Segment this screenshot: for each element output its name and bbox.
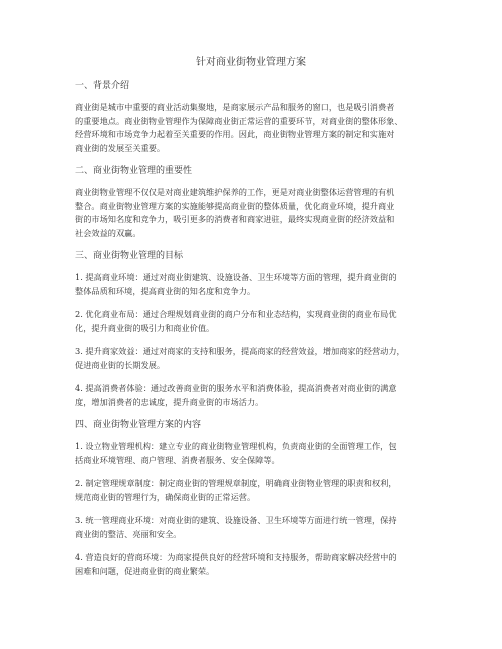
paragraph <box>75 186 430 240</box>
paragraph <box>75 308 430 335</box>
text-line: 4. 提高消费者体验：通过改善商业街的服务水平和消费体验，提高消费者对商业街的满意 <box>75 383 397 393</box>
text-line: 括商业环境管理、商户管理、消费者服务、安全保障等。 <box>75 454 280 465</box>
text-line: 社会效益的双赢。 <box>75 227 141 238</box>
text-line: 整合。商业街物业管理方案的实施能够提高商业街的整体质量，优化商业环境，提升商业 <box>75 200 395 211</box>
text-line: 街的市场知名度和竞争力，吸引更多的消费者和商家进驻，最终实现商业街的经济效益和 <box>75 214 395 224</box>
document-body <box>75 80 430 588</box>
text-line: 商业街的整洁、亮丽和安全。 <box>75 528 182 539</box>
text-line: 商业街的发展至关重要。 <box>75 142 166 153</box>
text-line: 1. 设立物业管理机构：建立专业的商业街物业管理机构，负责商业街的全面管理工作，包 <box>75 441 397 451</box>
paragraph <box>75 440 430 467</box>
text-line: 3. 统一管理商业环境：对商业街的建筑、设施设备、卫生环境等方面进行统一管理，保持 <box>75 515 397 525</box>
section-heading: 二、商业街物业管理的重要性 <box>75 166 193 176</box>
text-line: 2. 优化商业布局：通过合理规划商业街的商户分布和业态结构，实现商业街的商业布局优 <box>75 309 397 319</box>
text-line: 经营环境和市场竞争力起着至关重要的作用。因此，商业街物业管理方案的制定和实施对 <box>75 129 395 139</box>
paragraph <box>75 551 430 578</box>
text-line: 促进商业街的长期发展。 <box>75 359 166 370</box>
text-line: 3. 提升商家效益：通过对商家的支持和服务，提高商家的经营效益，增加商家的经营动力， <box>75 346 405 356</box>
section-heading: 一、背景介绍 <box>75 81 130 91</box>
paragraph <box>75 382 430 409</box>
text-line: 商业街是城市中重要的商业活动集聚地，是商家展示产品和服务的窗口，也是吸引消费者 <box>75 102 395 112</box>
paragraph <box>75 514 430 541</box>
text-line: 困难和问题，促进商业街的商业繁荣。 <box>75 565 215 576</box>
text-line: 度，增加消费者的忠诚度，提升商业街的市场活力。 <box>75 396 264 407</box>
text-line: 的重要地点。商业街物业管理作为保障商业街正常运营的重要环节，对商业街的整体形象、 <box>75 115 403 126</box>
text-line: 2. 制定管理规章制度：制定商业街的管理规章制度，明确商业街物业管理的职责和权利， <box>75 478 397 488</box>
text-line: 4. 营造良好的营商环境：为商家提供良好的经营环境和支持服务，帮助商家解决经营中的 <box>75 552 397 562</box>
section-heading: 三、商业街物业管理的目标 <box>75 251 184 261</box>
text-line: 化，提升商业街的吸引力和商业价值。 <box>75 322 215 333</box>
text-line: 规范商业街的管理行为，确保商业街的正常运营。 <box>75 491 256 502</box>
document-title: 针对商业街物业管理方案 <box>196 57 306 68</box>
text-line: 1. 提高商业环境：通过对商业街建筑、设施设备、卫生环境等方面的管理，提升商业街的 <box>75 272 397 282</box>
text-line: 商业街物业管理不仅仅是对商业建筑维护保养的工作，更是对商业街整体运营管理的有机 <box>75 187 395 197</box>
paragraph <box>75 345 430 372</box>
text-line: 整体品质和环境，提高商业街的知名度和竞争力。 <box>75 285 256 296</box>
paragraph <box>75 477 430 504</box>
paragraph <box>75 271 430 298</box>
section-heading: 四、商业街物业管理方案的内容 <box>75 420 202 430</box>
paragraph <box>75 101 430 155</box>
